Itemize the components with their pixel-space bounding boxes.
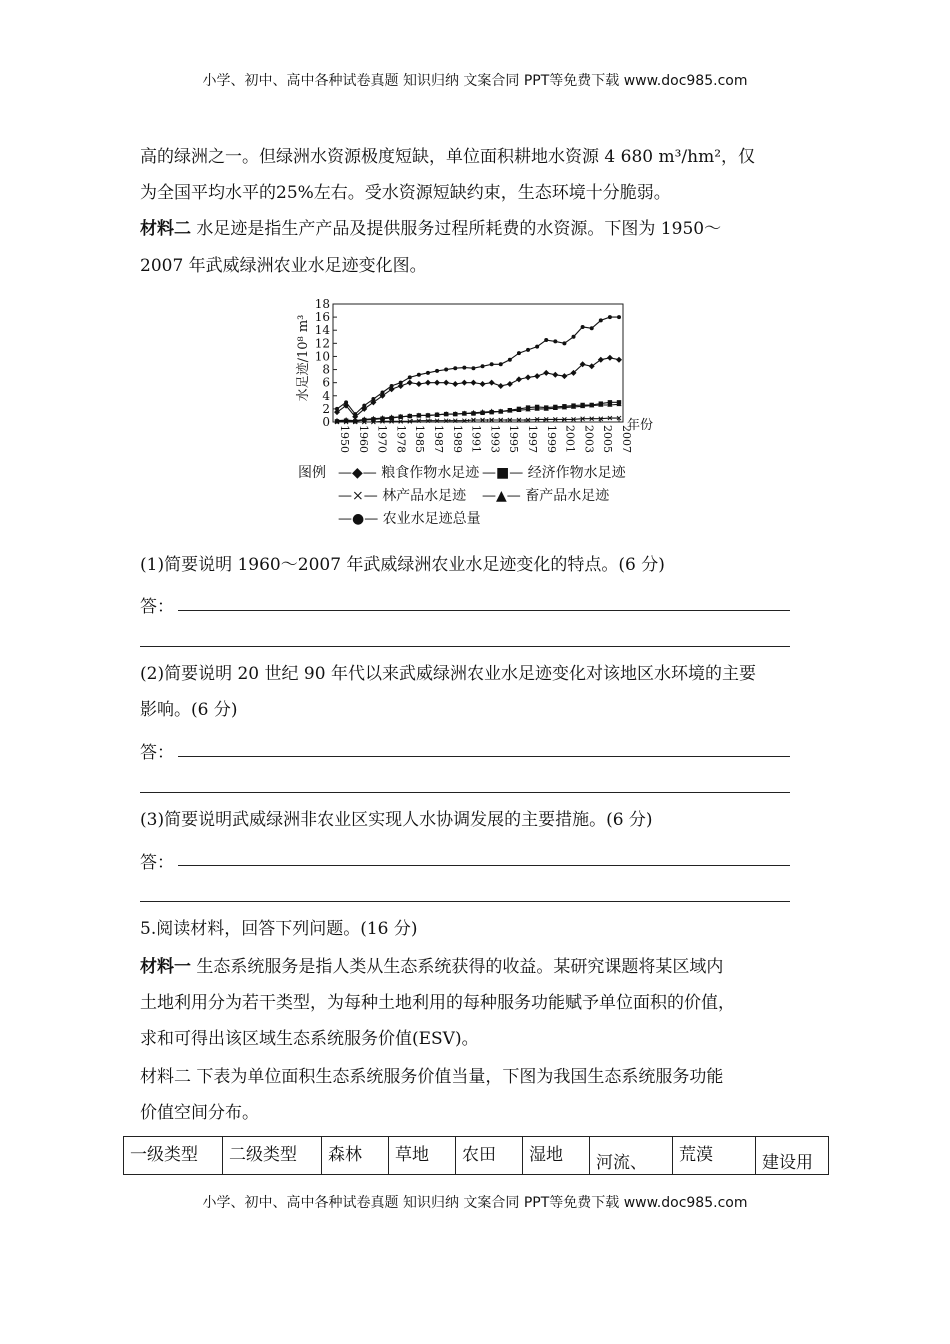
data-point: [581, 325, 585, 329]
y-tick-label: 18: [314, 297, 330, 311]
x-tick-label: 1970: [375, 425, 389, 453]
intro-line-2: 为全国平均水平的25%左右。受水资源短缺约束，生态环境十分脆弱。: [140, 183, 671, 203]
y-tick-label: 2: [322, 401, 330, 416]
series-line: [337, 358, 619, 417]
legend-label-grain: 粮食作物水足迹: [381, 465, 480, 481]
data-point: [516, 376, 522, 382]
table-header-cell: 森林: [322, 1137, 389, 1175]
data-point: [407, 380, 413, 386]
legend-title: 图例: [298, 465, 326, 481]
data-point: [535, 345, 539, 349]
data-point: [544, 338, 548, 342]
data-point: [552, 372, 558, 378]
table-header-cell: 二级类型: [223, 1137, 322, 1175]
data-point: [561, 373, 567, 379]
data-point: [453, 366, 457, 370]
x-tick-label: 1995: [507, 425, 521, 453]
q5-material1-line-1: [140, 950, 820, 985]
data-point: [417, 373, 421, 377]
data-point: [490, 362, 494, 366]
y-tick-label: 8: [322, 362, 330, 377]
data-point: [426, 371, 430, 375]
legend-item-livestock: [482, 485, 609, 505]
y-tick-label: 16: [314, 310, 330, 325]
question-1: (1)简要说明 1960～2007 年武威绿洲农业水足迹变化的特点。(6 分): [140, 555, 665, 575]
material2-line-1: [140, 212, 820, 247]
table-header-row: [124, 1137, 829, 1175]
series-line: [337, 317, 619, 414]
intro-line-1: 高的绿洲之一。但绿洲水资源极度短缺，单位面积耕地水资源 4 680 m³/hm²，仅: [140, 147, 756, 167]
y-tick-label: 10: [314, 349, 330, 364]
table-header-cell: 农田: [456, 1137, 523, 1175]
data-point: [470, 380, 476, 386]
q5-material2-line-2: 价值空间分布。: [140, 1103, 259, 1123]
data-point: [380, 391, 384, 395]
x-tick-label: 1978: [394, 425, 408, 453]
question-3: (3)简要说明武威绿洲非农业区实现人水协调发展的主要措施。(6 分): [140, 810, 653, 830]
data-point: [590, 326, 594, 330]
x-tick-label: 1993: [488, 425, 502, 453]
legend-label-total: 农业水足迹总量: [382, 511, 481, 527]
page-header: 小学、初中、高中各种试卷真题 知识归纳 文案合同 PPT等免费下载 www.doc985.com: [202, 73, 748, 89]
diamond-marker-icon: —◆—: [338, 465, 377, 481]
x-tick-label: 1999: [544, 425, 558, 453]
question-5-title: 5.阅读材料，回答下列问题。(16 分): [140, 919, 418, 939]
legend-item-cash-crop: [482, 462, 626, 482]
data-point: [499, 362, 503, 366]
table-header-cell: 荒漠: [673, 1137, 756, 1175]
data-point: [344, 400, 348, 404]
data-point: [408, 375, 412, 379]
data-point: [353, 412, 357, 416]
x-tick-label: 2001: [563, 425, 577, 453]
answer-line[interactable]: [140, 901, 790, 902]
material2-text: 水足迹是指生产产品及提供服务过程所耗费的水资源。下图为 1950～: [191, 219, 722, 239]
q5-material1-line-3: 求和可得出该区域生态系统服务价值(ESV)。: [140, 1029, 479, 1049]
answer-label-3: 答：: [140, 853, 174, 873]
data-point: [399, 381, 403, 385]
data-point: [543, 370, 549, 376]
data-point: [617, 315, 621, 319]
legend-label-forest: 林产品水足迹: [382, 488, 467, 504]
y-tick-label: 14: [314, 323, 330, 338]
y-tick-label: 0: [322, 415, 330, 429]
answer-line[interactable]: [140, 792, 790, 793]
data-point: [525, 374, 531, 380]
x-tick-label: 1987: [432, 425, 445, 453]
x-tick-label: 1997: [526, 425, 539, 453]
x-tick-label: 1950: [338, 425, 351, 453]
x-axis-label: 年份: [627, 418, 654, 433]
data-point: [508, 358, 512, 362]
data-point: [435, 369, 439, 373]
data-point: [434, 380, 440, 386]
data-point: [362, 404, 366, 408]
data-point: [371, 397, 375, 401]
x-tick-label: 2005: [601, 425, 615, 453]
x-tick-label: 1985: [413, 425, 427, 453]
material2-line-2: 2007 年武威绿洲农业水足迹变化图。: [140, 256, 427, 276]
q5-material2-line-1: 材料二 下表为单位面积生态系统服务价值当量，下图为我国生态系统服务功能: [140, 1067, 724, 1087]
legend-item-total: [338, 508, 481, 528]
data-point: [425, 380, 431, 386]
data-point: [608, 315, 612, 319]
series-line: [337, 404, 619, 420]
data-point: [616, 357, 622, 363]
material2-label: 材料二: [140, 219, 191, 239]
plot-frame: [333, 304, 623, 422]
data-point: [443, 380, 449, 386]
question-2-line-2: 影响。(6 分): [140, 700, 238, 720]
y-axis-label: 水足迹/10⁸ m³: [296, 314, 311, 402]
x-marker-icon: —×—: [338, 488, 378, 504]
answer-line[interactable]: [178, 610, 790, 611]
data-point: [517, 351, 521, 355]
data-point: [444, 368, 448, 372]
data-point: [452, 381, 458, 387]
y-tick-label: 12: [314, 336, 330, 351]
x-tick-label: 2003: [582, 425, 596, 453]
data-point: [489, 380, 495, 386]
data-point: [462, 366, 466, 370]
answer-label-1: 答：: [140, 597, 174, 617]
legend-item-forest: [338, 485, 466, 505]
x-tick-label: 2007: [620, 425, 633, 453]
q5-material1-text: 生态系统服务是指人类从生态系统获得的收益。某研究课题将某区域内: [191, 957, 724, 977]
table-header-cell: 建设用: [756, 1137, 829, 1175]
chart-legend: [298, 462, 326, 482]
ecosystem-value-table: [123, 1136, 829, 1175]
data-point: [416, 381, 422, 387]
page-footer: 小学、初中、高中各种试卷真题 知识归纳 文案合同 PPT等免费下载 www.doc985.com: [202, 1195, 748, 1211]
answer-line[interactable]: [178, 865, 790, 866]
data-point: [562, 341, 566, 345]
legend-item-grain: [338, 462, 479, 482]
x-tick-label: 1991: [469, 425, 483, 453]
data-point: [390, 384, 394, 388]
data-point: [481, 364, 485, 368]
q5-material1-label: 材料一: [140, 957, 191, 977]
data-point: [498, 383, 504, 389]
data-point: [553, 339, 557, 343]
table-header-cell: 湿地: [523, 1137, 590, 1175]
data-point: [461, 380, 467, 386]
data-point: [507, 381, 513, 387]
question-2-line-1: (2)简要说明 20 世纪 90 年代以来武威绿洲农业水足迹变化对该地区水环境的主要: [140, 664, 756, 684]
square-marker-icon: —■—: [482, 465, 524, 481]
dot-marker-icon: —●—: [338, 511, 379, 527]
data-point: [572, 335, 576, 339]
data-point: [526, 348, 530, 352]
data-point: [471, 366, 475, 370]
table-header-cell: 草地: [389, 1137, 456, 1175]
answer-label-2: 答：: [140, 743, 174, 763]
legend-label-cash-crop: 经济作物水足迹: [527, 465, 626, 481]
table-header-cell: 河流、: [590, 1137, 673, 1175]
triangle-marker-icon: —▲—: [482, 488, 521, 504]
x-tick-label: 1960: [356, 425, 370, 453]
data-point: [599, 318, 603, 322]
data-point: [335, 407, 339, 411]
y-tick-label: 6: [322, 375, 330, 390]
y-tick-label: 4: [322, 388, 330, 403]
x-tick-label: 1989: [450, 425, 464, 453]
legend-label-livestock: 畜产品水足迹: [525, 488, 610, 504]
answer-line[interactable]: [178, 756, 790, 757]
answer-line[interactable]: [140, 646, 790, 647]
table-header-cell: 一级类型: [124, 1137, 223, 1175]
data-point: [480, 381, 486, 387]
data-point: [534, 373, 540, 379]
data-point: [607, 355, 613, 361]
q5-material1-line-2: 土地利用分为若干类型，为每种土地利用的每种服务功能赋予单位面积的价值，: [140, 993, 735, 1013]
